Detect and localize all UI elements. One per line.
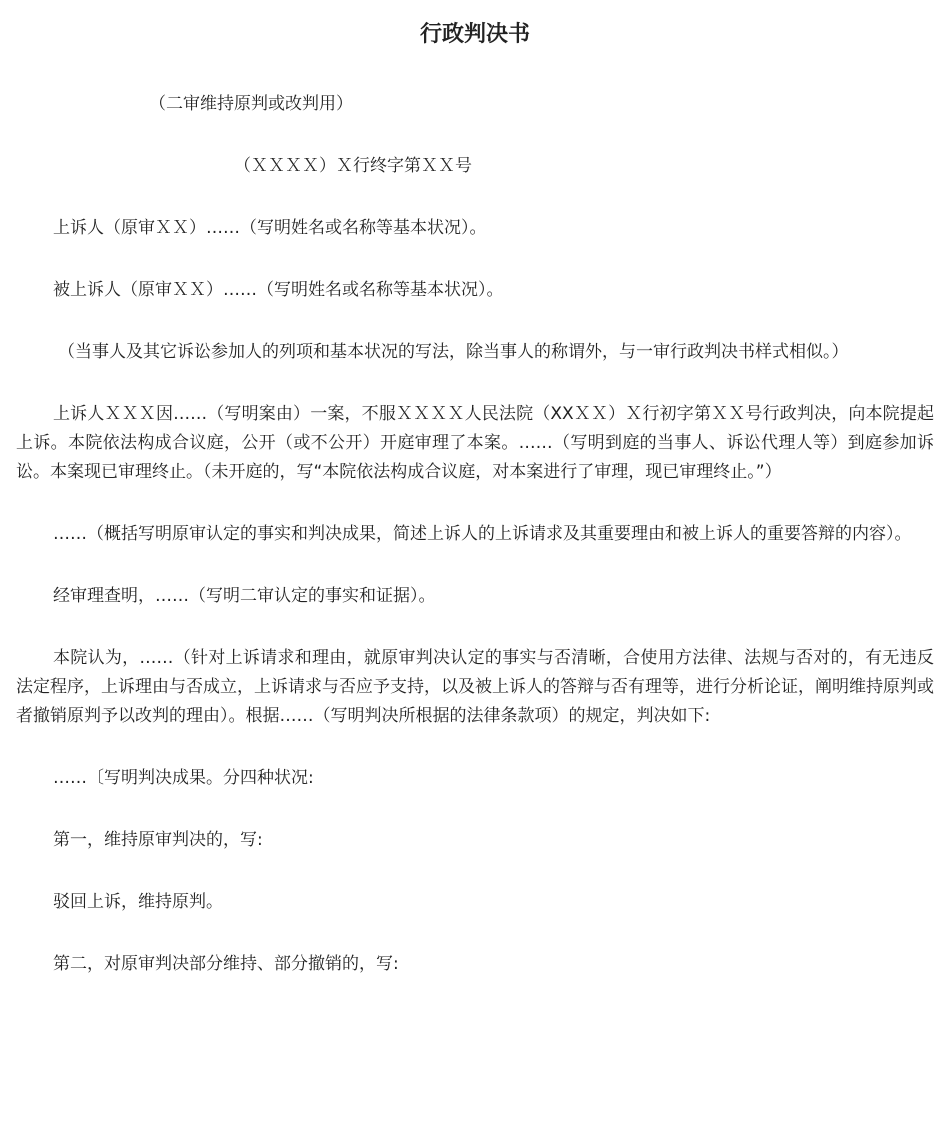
paragraph-case-one-text: 驳回上诉，维持原判。 [53, 892, 223, 912]
paragraph-case-two: 第二，对原审判决部分维持、部分撤销的，写: [53, 954, 399, 974]
paragraph-judgment-results: ……〔写明判决成果。分四种状况: [53, 768, 314, 788]
paragraph-party-note: （当事人及其它诉讼参加人的列项和基本状况的写法，除当事人的称谓外，与一审行政判决书样式相似。） [58, 342, 849, 362]
paragraph-case-intro: 上诉人ＸＸＸ因……（写明案由）一案，不服ＸＸＸＸ人民法院（XXＸＸ）Ｘ行初字第ＸＸ号行政判决，向本院提起上诉。本院依法构成合议庭，公开（或不公开）开庭审理了本案。……（写明到庭的当事人、诉讼代理人等）到庭参加诉讼。本案现已审理终止。（未开庭的，写“本院依法构成合议庭，对本案进行了审理，现已审理终止。”） [16, 404, 934, 482]
document-subtitle: （二审维持原判或改判用） [149, 94, 353, 114]
paragraph-appellant: 上诉人（原审ＸＸ）……（写明姓名或名称等基本状况）。 [53, 218, 487, 238]
document-title: 行政判决书 [419, 22, 530, 47]
paragraph-court-opinion: 本院认为，……（针对上诉请求和理由，就原审判决认定的事实与否清晰，合使用方法律、法规与否对的，有无违反法定程序，上诉理由与否成立，上诉请求与否应予支持，以及被上诉人的答辩与否有理等，进行分析论证，阐明维持原判或者撤销原判予以改判的理由）。根据……（写明判决所根据的法律条款项）的规定，判决如下: [16, 648, 934, 726]
paragraph-facts-found: 经审理查明，……（写明二审认定的事实和证据）。 [53, 586, 436, 606]
paragraph-case-one: 第一，维持原审判决的，写: [53, 830, 263, 850]
paragraph-appellee: 被上诉人（原审ＸＸ）……（写明姓名或名称等基本状况）。 [53, 280, 504, 300]
case-number: （ＸＸＸＸ）Ｘ行终字第ＸＸ号 [234, 156, 472, 176]
paragraph-original-summary: ……（概括写明原审认定的事实和判决成果，简述上诉人的上诉请求及其重要理由和被上诉人的重要答辩的内容）。 [53, 524, 912, 544]
